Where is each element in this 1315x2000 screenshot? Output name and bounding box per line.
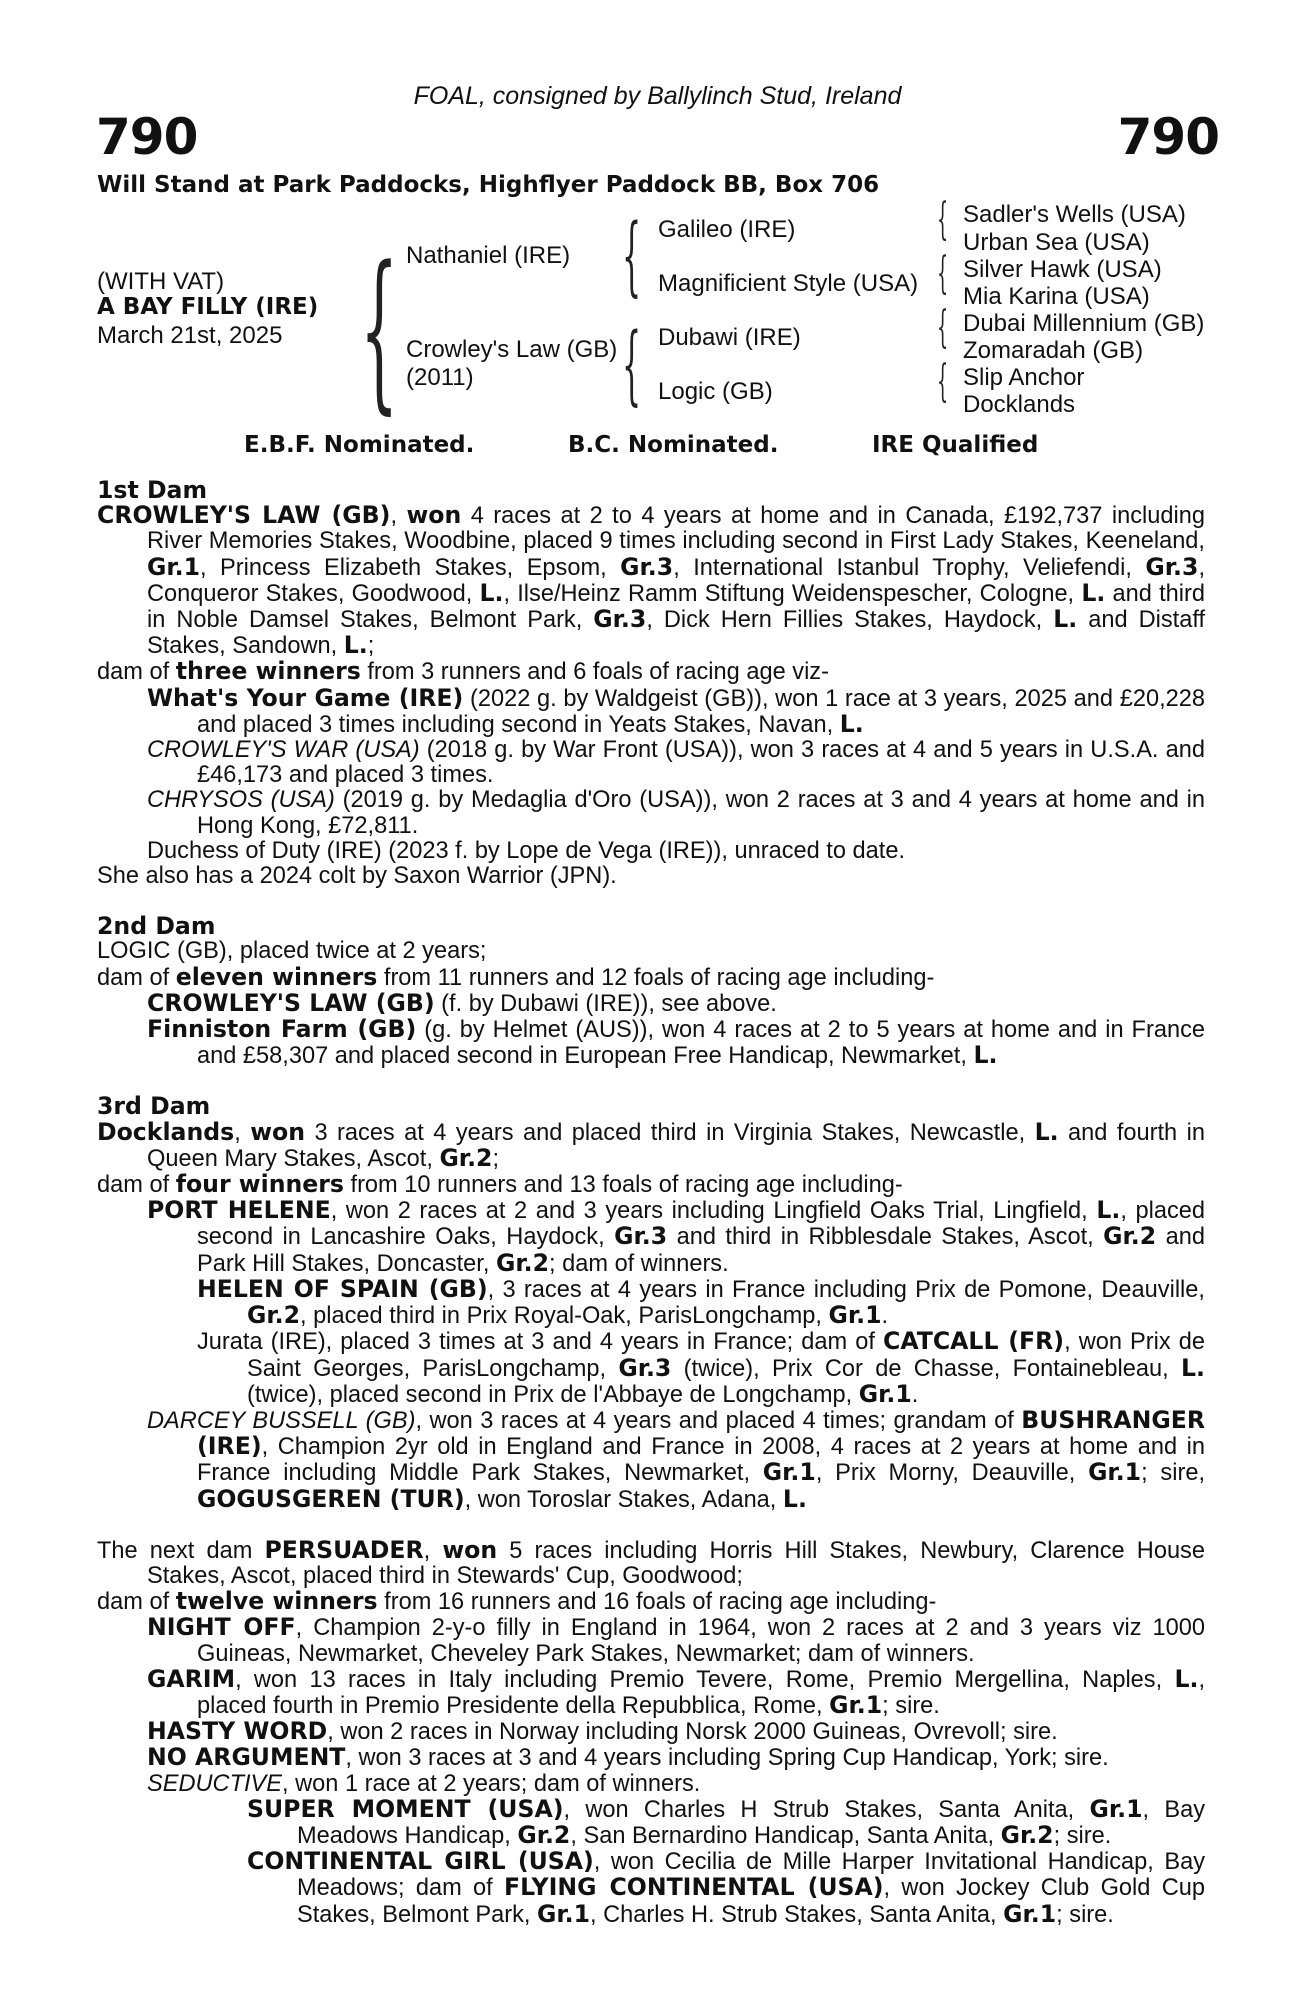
pedigree-g6: Zomaradah (GB) (963, 337, 1144, 364)
second-dam-heading: 2nd Dam (97, 912, 216, 941)
next-dam-produce-summary: dam of twelve winners from 16 runners and 16 foals of racing age including- (97, 1587, 937, 1616)
stand-info: Will Stand at Park Paddocks, Highflyer Paddock BB, Box 706 (97, 172, 880, 198)
pedigree-brace-g3: { (937, 302, 949, 353)
lot-title: A BAY FILLY (IRE) (97, 294, 319, 320)
pedigree-dam-dam: Logic (GB) (658, 378, 773, 405)
produce-entry: SUPER MOMENT (USA), won Charles H Strub Stakes, Santa Anita, Gr.1, Bay Meadows Handicap, Gr.2, San Bernardino Handicap, Santa Anita, Gr.2; sire. (247, 1794, 1205, 1849)
produce-entry: NIGHT OFF, Champion 2-y-o filly in England in 1964, won 2 races at 2 and 3 years viz 1000 Guineas, Newmarket, Cheveley Park Stakes, Newmarket; dam of winners. (147, 1613, 1205, 1667)
consignment-line: FOAL, consigned by Ballylinch Stud, Ireland (413, 82, 902, 110)
produce-entry: CROWLEY'S LAW (GB) (f. by Dubawi (IRE)), see above. (147, 988, 777, 1017)
pedigree-g3: Silver Hawk (USA) (963, 256, 1162, 283)
pedigree-g4: Mia Karina (USA) (963, 283, 1150, 310)
pedigree-sire-sire: Galileo (IRE) (658, 216, 796, 243)
pedigree-brace-g1: { (937, 194, 949, 245)
produce-entry: HELEN OF SPAIN (GB), 3 races at 4 years in France including Prix de Pomone, Deauville, Gr.2, placed third in Prix Royal-Oak, ParisLongchamp, Gr.1. (197, 1274, 1205, 1330)
third-dam-produce-summary: dam of four winners from 10 runners and 13 foals of racing age including- (97, 1170, 903, 1199)
second-dam-record: LOGIC (GB), placed twice at 2 years; (97, 938, 487, 965)
pedigree-g7: Slip Anchor (963, 364, 1085, 391)
lot-number-right: 790 (1117, 108, 1219, 166)
third-dam-heading: 3rd Dam (97, 1092, 211, 1121)
ebf-nomination: E.B.F. Nominated. (244, 432, 475, 458)
produce-entry: CONTINENTAL GIRL (USA), won Cecilia de Mille Harper Invitational Handicap, Bay Meadows; dam of FLYING CONTINENTAL (USA), won Jockey Club Gold Cup Stakes, Belmont Park, Gr.1, Charles H. Strub Stakes, Santa Anita, Gr.1; sire. (247, 1847, 1205, 1928)
pedigree-sire-dam: Magnificient Style (USA) (658, 270, 919, 297)
produce-entry: GARIM, won 13 races in Italy including Premio Tevere, Rome, Premio Mergellina, Naples, L., placed fourth in Premio Presidente della Repubblica, Rome, Gr.1; sire. (147, 1664, 1205, 1719)
produce-entry: NO ARGUMENT, won 3 races at 3 and 4 years including Spring Cup Handicap, York; sire. (147, 1743, 1109, 1772)
produce-entry: Jurata (IRE), placed 3 times at 3 and 4 years in France; dam of CATCALL (FR), won Prix de Saint Georges, ParisLongchamp, Gr.3 (twice), Prix Cor de Chasse, Fontainebleau, L. (twice), placed second in Prix de l'Abbaye de Longchamp, Gr.1. (197, 1327, 1205, 1408)
lot-number-left: 790 (96, 108, 198, 166)
catalogue-body (97, 478, 1205, 1928)
produce-entry: What's Your Game (IRE) (2022 g. by Waldgeist (GB)), won 1 race at 3 years, 2025 and £20,228 and placed 3 times including second in Yeats Stakes, Navan, L. (147, 683, 1205, 738)
first-dam-produce-summary: dam of three winners from 3 runners and 6 foals of racing age viz- (97, 657, 829, 686)
pedigree-dam: Crowley's Law (GB) (406, 336, 618, 363)
pedigree-brace-dam: { (622, 315, 642, 415)
produce-entry: Duchess of Duty (IRE) (2023 f. by Lope de Vega (IRE)), unraced to date. (147, 837, 906, 864)
pedigree-brace-main: { (360, 229, 399, 430)
first-dam-record: CROWLEY'S LAW (GB), won 4 races at 2 to 4 years at home and in Canada, £192,737 including River Memories Stakes, Woodbine, placed 9 times including second in First Lady Stakes, Keeneland, Gr.1, Princess Elizabeth Stakes, Epsom, Gr.3, International Istanbul Trophy, Veliefendi, Gr.3, Conqueror Stakes, Goodwood, L., Ilse/Heinz Ramm Stiftung Weidenspescher, Cologne, L. and third in Noble Damsel Stakes, Belmont Park, Gr.3, Dick Hern Fillies Stakes, Haydock, L. and Distaff Stakes, Sandown, L.; (97, 501, 1206, 660)
produce-entry: CHRYSOS (USA) (2019 g. by Medaglia d'Oro (USA)), won 2 races at 3 and 4 years at home and in Hong Kong, £72,811. (147, 787, 1205, 839)
foaling-date: March 21st, 2025 (97, 322, 283, 349)
pedigree-g5: Dubai Millennium (GB) (963, 310, 1205, 337)
pedigree-brace-g4: { (937, 356, 949, 407)
pedigree-dam-sire: Dubawi (IRE) (658, 324, 801, 351)
produce-entry: DARCEY BUSSELL (GB), won 3 races at 4 years and placed 4 times; grandam of BUSHRANGER (IRE), Champion 2yr old in England and France in 2008, 4 races at 2 years at home and in France including Middle Park Stakes, Newmarket, Gr.1, Prix Morny, Deauville, Gr.1; sire, GOGUSGEREN (TUR), won Toroslar Stakes, Adana, L. (147, 1405, 1205, 1513)
next-dam-record: The next dam PERSUADER, won 5 races including Horris Hill Stakes, Newbury, Clarence House Stakes, Ascot, placed third in Stewards' Cup, Goodwood; (97, 1535, 1205, 1589)
pedigree-brace-sire: { (622, 206, 642, 306)
bc-nomination: B.C. Nominated. (568, 432, 779, 458)
pedigree-g8: Docklands (963, 391, 1076, 418)
pedigree-g2: Urban Sea (USA) (963, 229, 1150, 256)
produce-entry: HASTY WORD, won 2 races in Norway including Norsk 2000 Guineas, Ovrevoll; sire. (147, 1717, 1058, 1746)
produce-entry: PORT HELENE, won 2 races at 2 and 3 years including Lingfield Oaks Trial, Lingfield, L., placed second in Lancashire Oaks, Haydock, Gr.3 and third in Ribblesdale Stakes, Ascot, Gr.2 and Park Hill Stakes, Doncaster, Gr.2; dam of winners. (147, 1196, 1205, 1277)
second-dam-produce-summary: dam of eleven winners from 11 runners and 12 foals of racing age including- (97, 962, 935, 991)
third-dam-record: Docklands, won 3 races at 4 years and placed third in Virginia Stakes, Newcastle, L. and fourth in Queen Mary Stakes, Ascot, Gr.2; (97, 1117, 1205, 1172)
ire-qualified: IRE Qualified (872, 432, 1039, 458)
pedigree-sire: Nathaniel (IRE) (406, 242, 571, 269)
pedigree-g1: Sadler's Wells (USA) (963, 201, 1186, 228)
first-dam-also: She also has a 2024 colt by Saxon Warrior (JPN). (97, 863, 617, 890)
pedigree-dam-year: (2011) (406, 364, 474, 391)
produce-entry: Finniston Farm (GB) (g. by Helmet (AUS)), won 4 races at 2 to 5 years at home and in France and £58,307 and placed second in European Free Handicap, Newmarket, L. (147, 1015, 1205, 1070)
vat-note: (WITH VAT) (97, 268, 225, 295)
produce-entry: CROWLEY'S WAR (USA) (2018 g. by War Front (USA)), won 3 races at 4 and 5 years in U.S.A. and £46,173 and placed 3 times. (147, 737, 1205, 789)
produce-entry: SEDUCTIVE, won 1 race at 2 years; dam of winners. (147, 1770, 701, 1797)
pedigree-brace-g2: { (937, 248, 949, 299)
first-dam-heading: 1st Dam (97, 476, 208, 504)
